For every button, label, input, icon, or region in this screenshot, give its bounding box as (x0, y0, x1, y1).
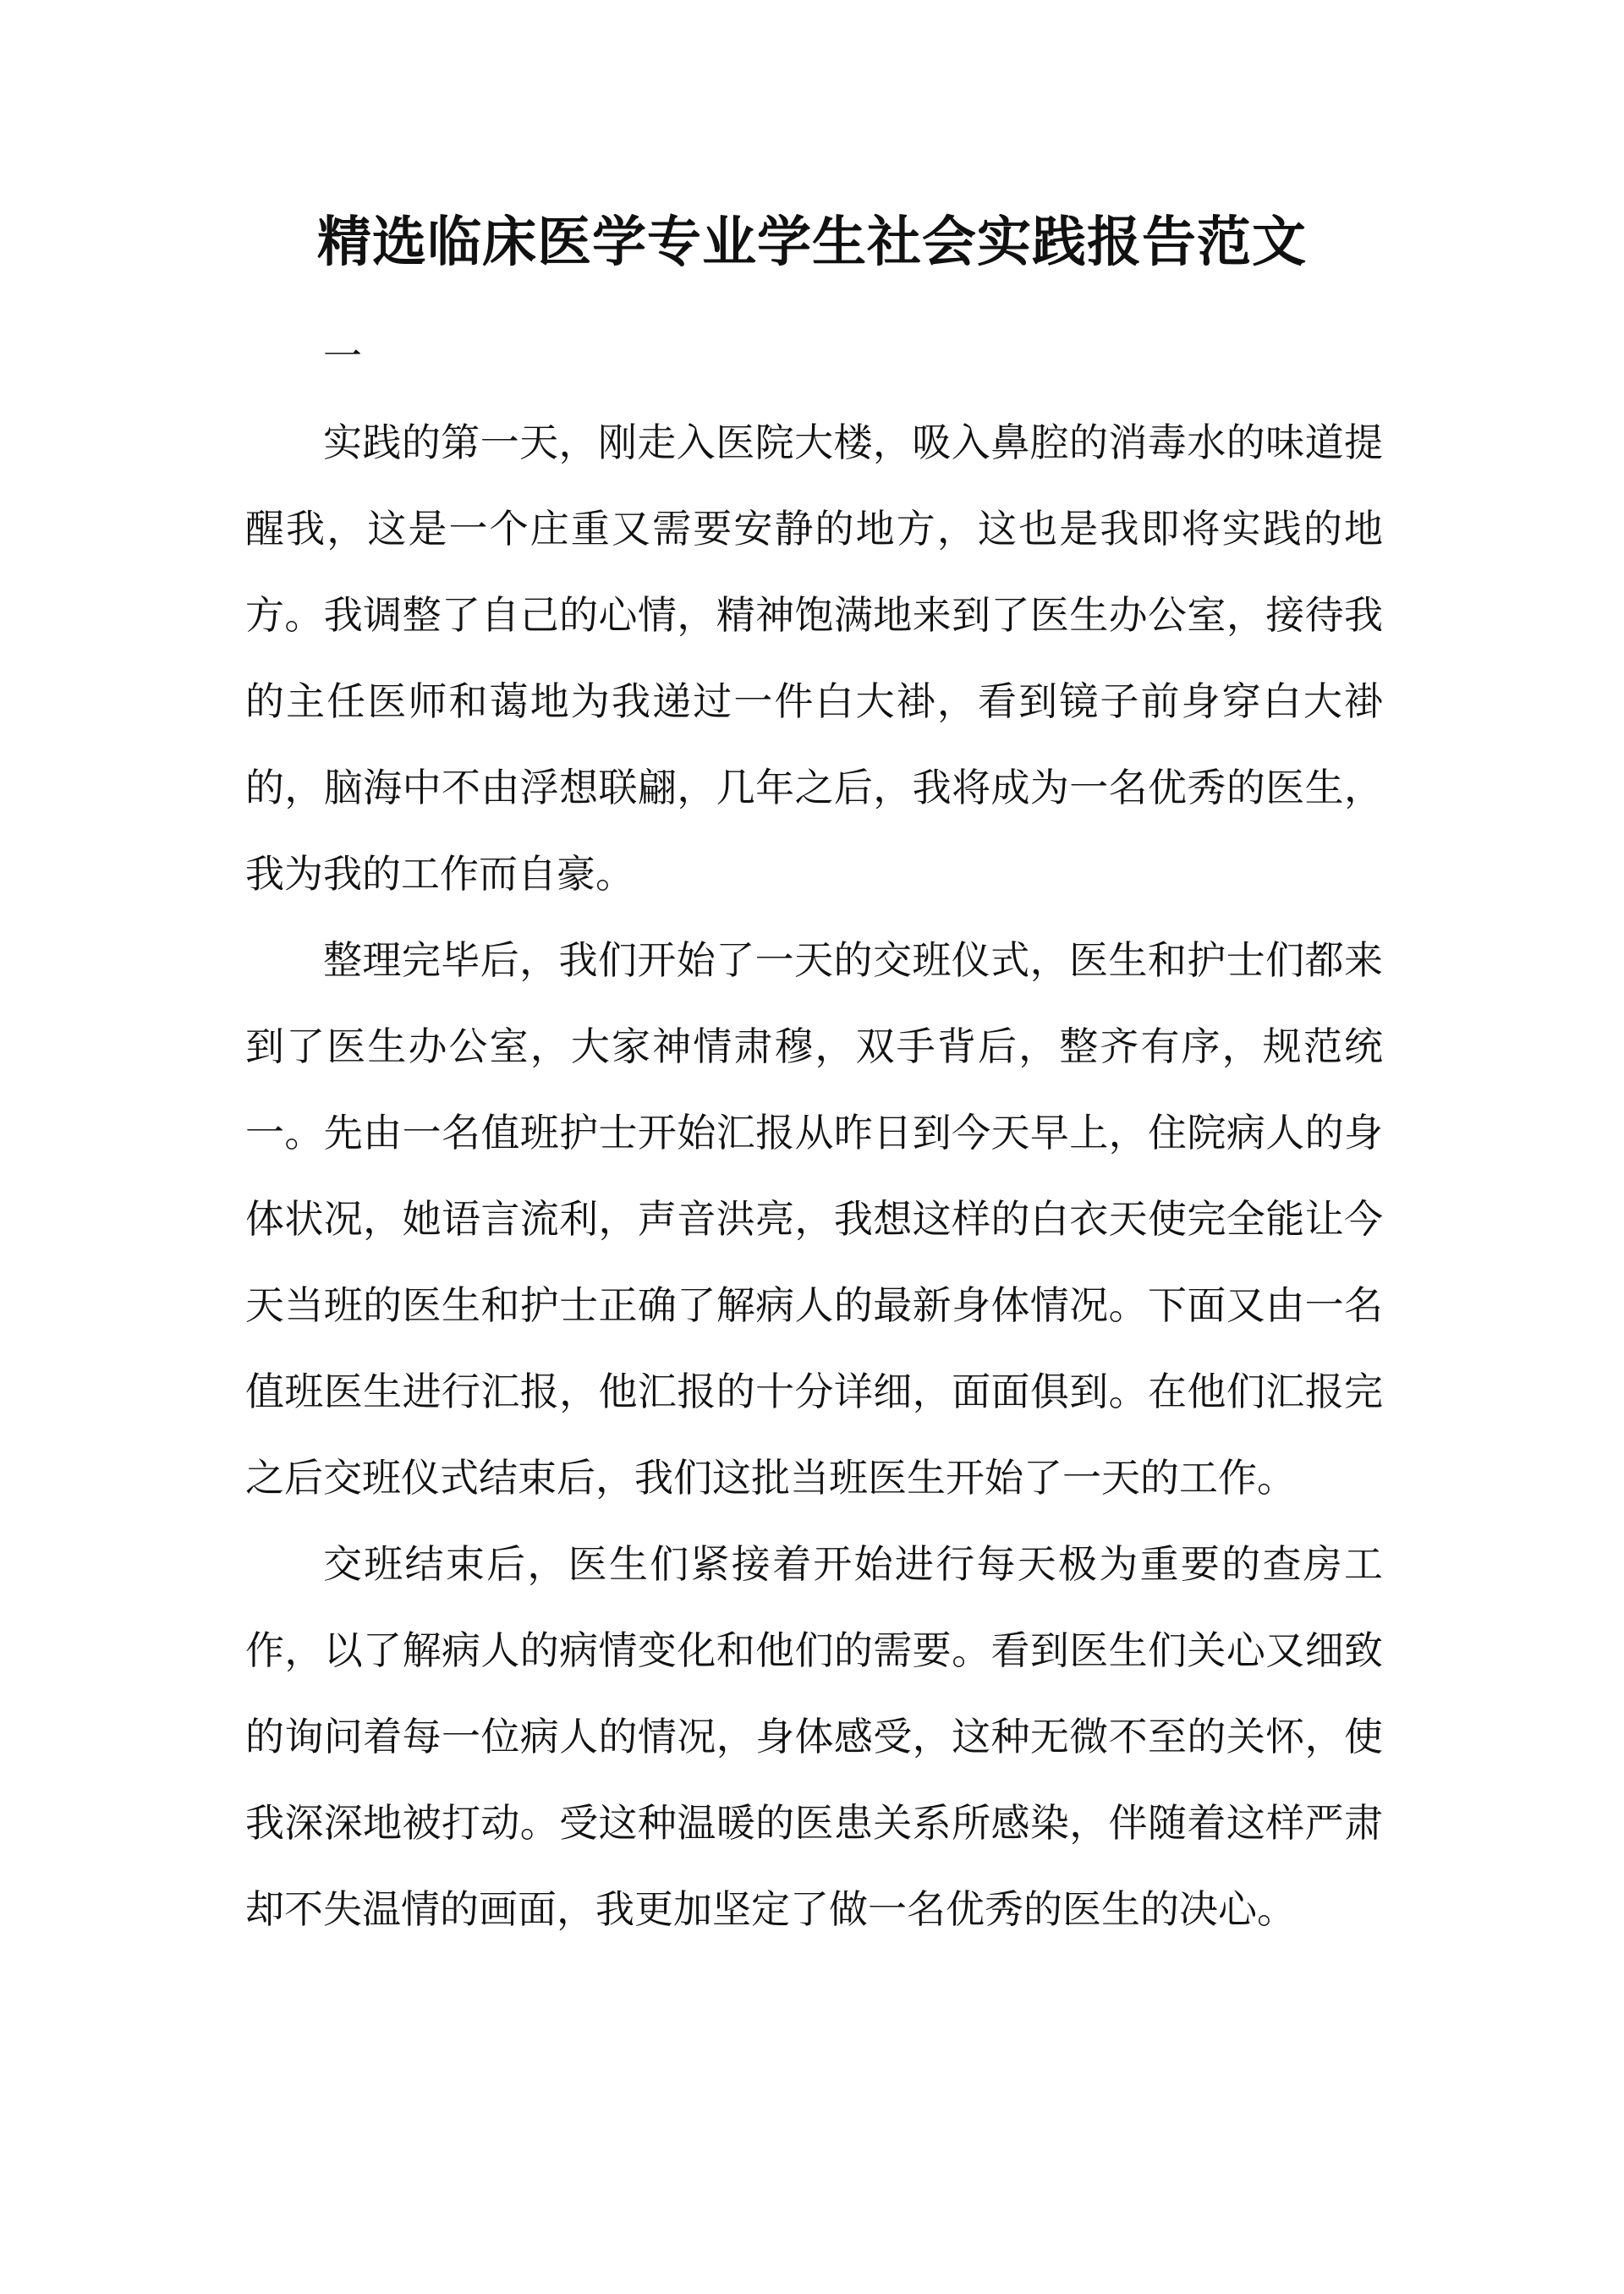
paragraph-3: 交班结束后，医生们紧接着开始进行每天极为重要的查房工作，以了解病人的病情变化和他们的需要。看到医生们关心又细致的询问着每一位病人的情况，身体感受，这种无微不至的关怀，使我深深地被打动。受这种温暖的医患关系所感染，伴随着这样严肃却不失温情的画面，我更加坚定了做一名优秀的医生的决心。 (245, 1541, 1383, 1932)
document-title: 精选临床医学专业学生社会实践报告范文 (317, 211, 1307, 274)
document-body (245, 313, 1383, 1952)
paragraph-2: 整理完毕后，我们开始了一天的交班仪式，医生和护士们都来到了医生办公室，大家神情肃穆，双手背后，整齐有序，规范统一。先由一名值班护士开始汇报从昨日到今天早上，住院病人的身体状况，她语言流利，声音洪亮，我想这样的白衣天使完全能让今天当班的医生和护士正确了解病人的最新身体情况。下面又由一名值班医生进行汇报，他汇报的十分详细，面面俱到。在他们汇报完之后交班仪式结束后，我们这批当班医生开始了一天的工作。 (245, 937, 1383, 1501)
paragraph-1: 实践的第一天，刚走入医院大楼，吸入鼻腔的消毒水的味道提醒我，这是一个庄重又需要安静的地方，这也是我即将实践的地方。我调整了自己的心情，精神饱满地来到了医生办公室，接待我的主任医师和蔼地为我递过一件白大褂，看到镜子前身穿白大褂的，脑海中不由浮想联翩，几年之后，我将成为一名优秀的医生，我为我的工作而自豪。 (245, 420, 1383, 897)
section-number: 一 (323, 333, 362, 379)
